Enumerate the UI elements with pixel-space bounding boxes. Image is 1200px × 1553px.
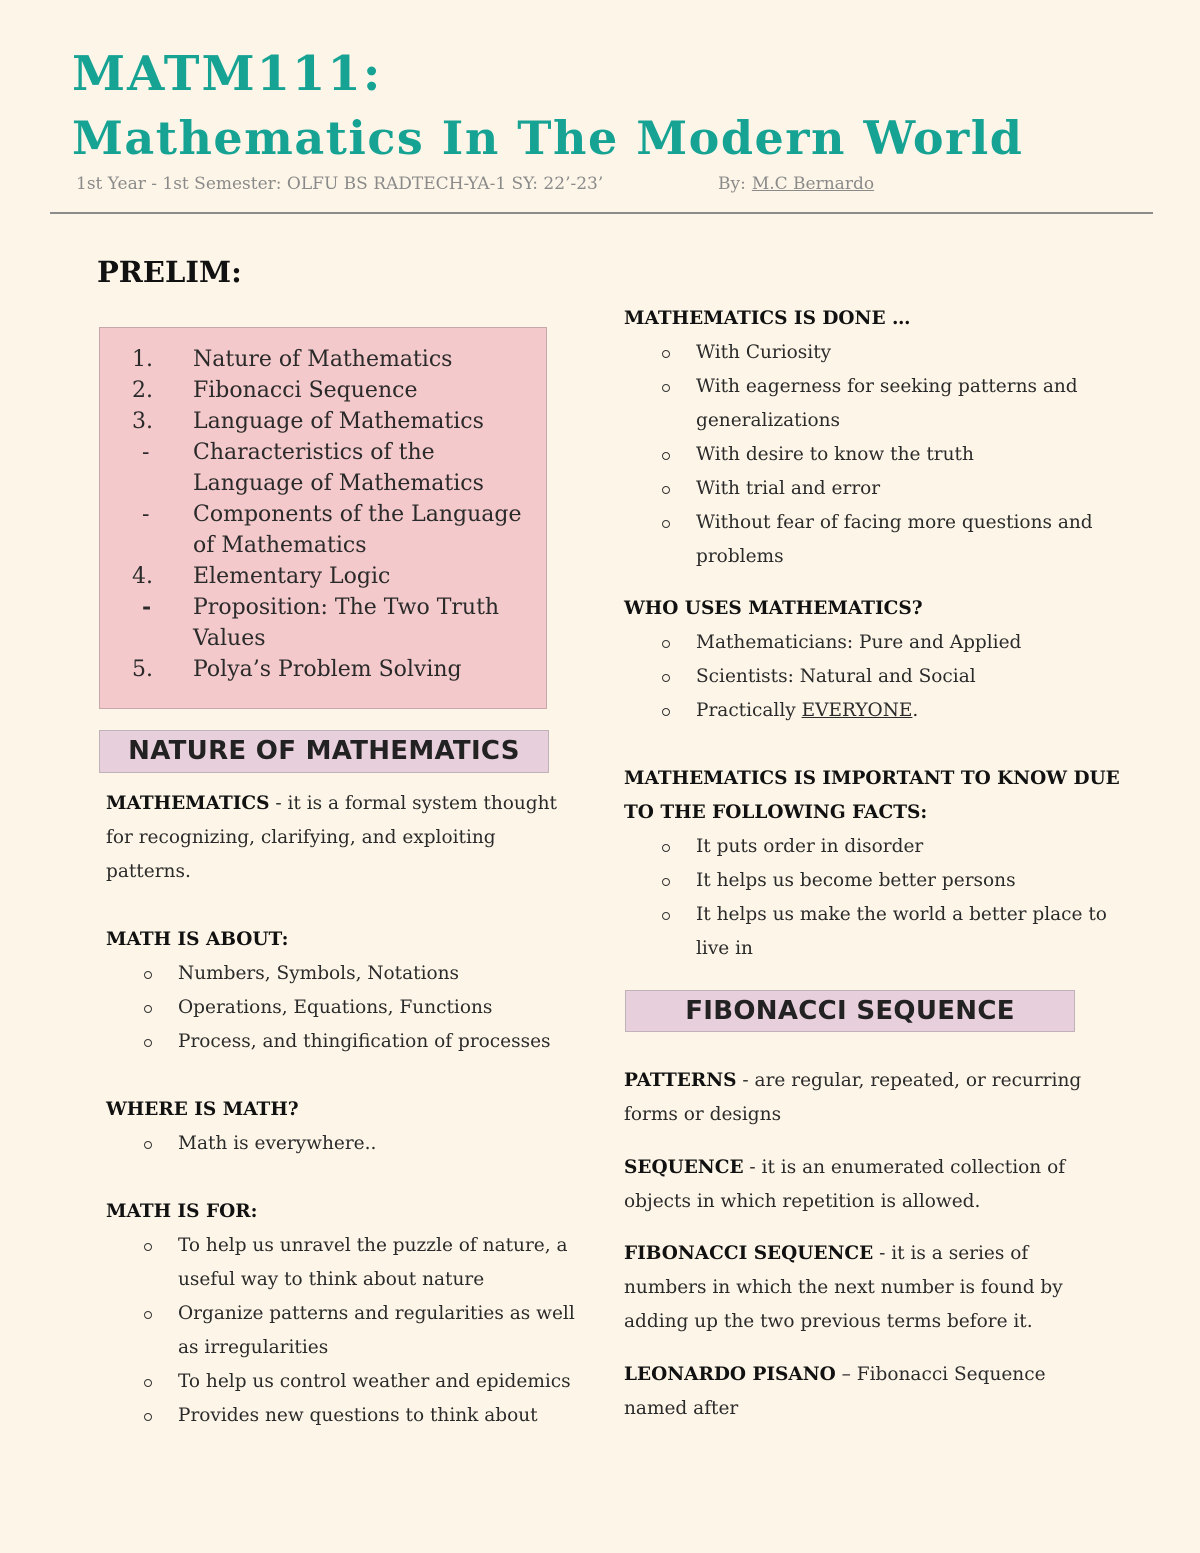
math-about-list (178, 957, 578, 1059)
fibonacci-definition: FIBONACCI SEQUENCE - it is a series of numbers in which the next number is found by adding up the two previous terms before it. (624, 1243, 1063, 1332)
course-subtitle: 1st Year - 1st Semester: OLFU BS RADTECH-YA-1 SY: 22’-23’ (76, 174, 604, 194)
byline (718, 172, 874, 196)
list-item: Math is everywhere.. (178, 1127, 578, 1161)
toc-number: 4. (132, 564, 153, 589)
list-item: Scientists: Natural and Social (696, 660, 1116, 694)
definition-term: MATHEMATICS (106, 793, 270, 814)
bullet-icon (144, 1005, 152, 1013)
list-item: Numbers, Symbols, Notations (178, 957, 578, 991)
sequence-definition: SEQUENCE - it is an enumerated collection of objects in which repetition is allowed. (624, 1157, 1066, 1212)
list-item: Mathematicians: Pure and Applied (696, 626, 1116, 660)
course-code-title: MATM111: (72, 46, 383, 102)
toc-number: 2. (132, 378, 153, 403)
where-math-heading: WHERE IS MATH? (106, 1099, 299, 1120)
who-uses-list (696, 626, 1116, 728)
bullet-icon (662, 452, 670, 460)
bullet-icon (662, 878, 670, 886)
list-item: With trial and error (696, 472, 1116, 506)
list-item: Process, and thingification of processes (178, 1025, 578, 1059)
by-label: By: (718, 174, 746, 194)
math-done-heading: MATHEMATICS IS DONE … (624, 308, 911, 329)
list-item: Operations, Equations, Functions (178, 991, 578, 1025)
bullet-icon (662, 350, 670, 358)
bullet-icon (662, 640, 670, 648)
section-nature-heading: NATURE OF MATHEMATICS (99, 730, 549, 773)
leonardo-definition: LEONARDO PISANO – Fibonacci Sequence named after (624, 1364, 1046, 1419)
toc-box (99, 327, 547, 709)
toc-number: 5. (132, 657, 153, 682)
math-about-heading: MATH IS ABOUT: (106, 929, 289, 950)
prelim-title: PRELIM: (97, 255, 242, 289)
bullet-icon (144, 1413, 152, 1421)
bullet-icon (662, 844, 670, 852)
definition-text: - it is a formal system thought for recognizing, clarifying, and exploiting patterns. (106, 793, 557, 882)
toc-text: Elementary Logic (193, 564, 391, 589)
bullet-icon (144, 1039, 152, 1047)
bullet-icon (144, 1311, 152, 1319)
who-uses-heading: WHO USES MATHEMATICS? (624, 598, 923, 619)
list-item: With desire to know the truth (696, 438, 1116, 472)
math-definition (106, 787, 576, 889)
toc-number: 1. (132, 347, 153, 372)
list-item: It puts order in disorder (696, 830, 1116, 864)
toc-text: Characteristics of the Language of Mathematics (193, 440, 484, 496)
bullet-icon (144, 1141, 152, 1149)
toc-number: 3. (132, 409, 153, 434)
list-item: To help us control weather and epidemics (178, 1365, 578, 1399)
list-item: It helps us become better persons (696, 864, 1116, 898)
author-name: M.C Bernardo (751, 174, 875, 194)
toc-text: Language of Mathematics (193, 409, 484, 434)
importance-list (696, 830, 1116, 966)
patterns-definition: PATTERNS - are regular, repeated, or recurring forms or designs (624, 1070, 1082, 1125)
list-item: With eagerness for seeking patterns and generalizations (696, 370, 1116, 438)
section-fibonacci-heading: FIBONACCI SEQUENCE (625, 990, 1075, 1032)
bullet-icon (662, 708, 670, 716)
bullet-icon (662, 674, 670, 682)
bullet-icon (662, 520, 670, 528)
toc-dash: - (142, 440, 150, 465)
list-item: Provides new questions to think about (178, 1399, 578, 1433)
bullet-icon (662, 384, 670, 392)
course-title: Mathematics In The Modern World (72, 111, 1024, 165)
math-for-heading: MATH IS FOR: (106, 1201, 258, 1222)
list-item: Organize patterns and regularities as well as irregularities (178, 1297, 578, 1365)
list-item: Practically EVERYONE. (696, 694, 1116, 728)
toc-text: Proposition: The Two Truth Values (193, 595, 500, 651)
bullet-icon (662, 486, 670, 494)
toc-dash: - (142, 502, 150, 527)
bullet-icon (144, 1379, 152, 1387)
toc-text: Fibonacci Sequence (193, 378, 418, 403)
everyone-emphasis: EVERYONE (801, 700, 913, 721)
header-divider (50, 212, 1153, 214)
toc-text: Polya’s Problem Solving (193, 657, 462, 682)
where-math-list (178, 1127, 578, 1161)
toc-text: Nature of Mathematics (193, 347, 453, 372)
math-done-list (696, 336, 1116, 574)
list-item: Without fear of facing more questions and problems (696, 506, 1116, 574)
bullet-icon (662, 912, 670, 920)
list-item: It helps us make the world a better place to live in (696, 898, 1116, 966)
list-item: To help us unravel the puzzle of nature, a useful way to think about nature (178, 1229, 578, 1297)
math-for-list (178, 1229, 578, 1433)
list-item: With Curiosity (696, 336, 1116, 370)
toc-text: Components of the Language of Mathematics (193, 502, 522, 558)
importance-heading: MATHEMATICS IS IMPORTANT TO KNOW DUE TO THE FOLLOWING FACTS: (624, 768, 1120, 823)
toc-dash: - (142, 594, 152, 620)
bullet-icon (144, 1243, 152, 1251)
bullet-icon (144, 971, 152, 979)
